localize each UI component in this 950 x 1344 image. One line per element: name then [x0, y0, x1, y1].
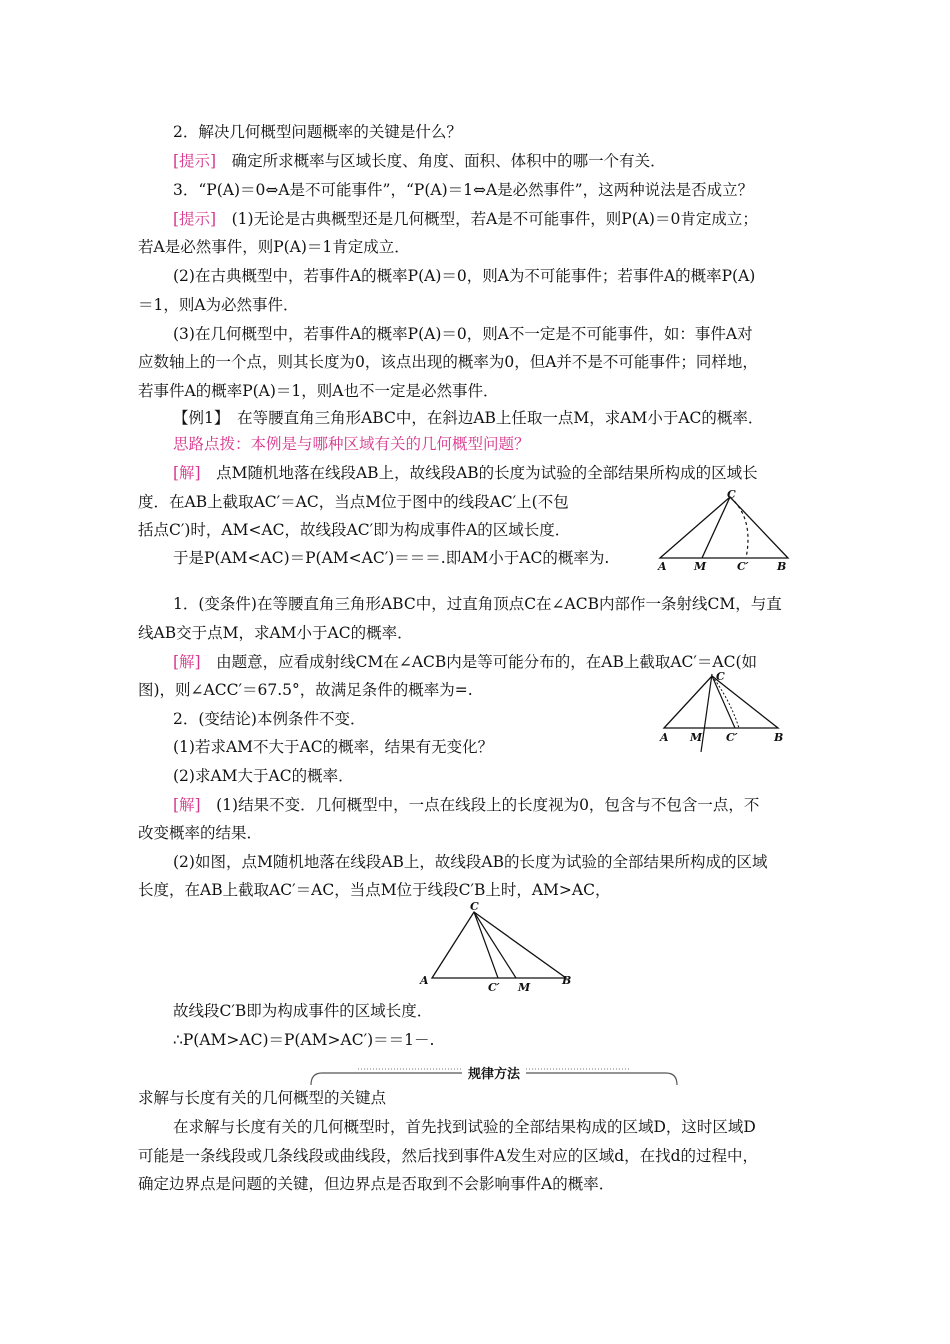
label-M: M	[694, 560, 707, 573]
label-A: A	[420, 974, 429, 987]
solution-text: (1)结果不变．几何概型中，一点在线段上的长度视为0，包含与不包含一点，不	[200, 796, 760, 814]
solution-tag: [解]	[173, 796, 201, 814]
l14: 度．在AB上截取AC′＝AC，当点M位于图中的线段AC′上(不包	[138, 493, 569, 511]
hint-tag: [提示]	[173, 210, 217, 228]
l18: 线AB交于点M，求AM小于AC的概率．	[138, 624, 413, 642]
label-M: M	[518, 981, 531, 994]
l5: 若A是必然事件，则P(A)＝1肯定成立．	[138, 238, 410, 256]
l33: 确定边界点是问题的关键，但边界点是否取到不会影响事件A的概率．	[138, 1175, 615, 1193]
l23: (2)求AM大于AC的概率．	[173, 767, 354, 785]
l9: 应数轴上的一个点，则其长度为0，该点出现的概率为0，但A并不是不可能事件；同样地，	[138, 353, 758, 371]
figure-1	[650, 488, 800, 574]
l27: 长度，在AB上截取AC′＝AC，当点M位于线段C′B上时，AM>AC，	[138, 881, 611, 899]
l21: 2．(变结论)本例条件不变．	[173, 710, 366, 728]
example-title: 【例1】 在等腰直角三角形ABC中，在斜边AB上任取一点M，求AM小于AC的概率．	[173, 409, 764, 427]
label-C: C	[470, 900, 479, 913]
label-C: C	[727, 488, 736, 501]
label-C-prime: C′	[726, 731, 738, 744]
solution-text: 点M随机地落在线段AB上，故线段AB的长度为试验的全部结果所构成的区域长	[200, 464, 758, 482]
hint-tag: [提示]	[173, 152, 217, 170]
l20: 图)，则∠ACC′＝67.5°，故满足条件的概率为=.	[138, 681, 473, 699]
label-C-prime: C′	[737, 560, 749, 573]
l31: 在求解与长度有关的几何概型时，首先找到试验的全部结果构成的区域D，这时区域D	[173, 1118, 756, 1136]
method-banner-label: 规律方法	[308, 1063, 680, 1082]
l16: 于是P(AM<AC)＝P(AM<AC′)＝＝＝.即AM小于AC的概率为.	[173, 549, 610, 567]
method-title: 求解与长度有关的几何概型的关键点	[138, 1089, 387, 1107]
hint-line-1	[173, 151, 863, 171]
thinking-hint: 思路点拨：本例是与哪种区域有关的几何概型问题？	[173, 435, 530, 453]
label-C-prime: C′	[488, 981, 500, 994]
label-A: A	[660, 731, 669, 744]
l25: 改变概率的结果．	[138, 824, 263, 842]
solution-tag: [解]	[173, 464, 201, 482]
hint-text: (1)无论是古典概型还是几何概型，若A是不可能事件，则P(A)＝0肯定成立；	[216, 210, 758, 228]
l1: 2．解决几何概型问题概率的关键是什么？	[173, 123, 462, 141]
hint-text: 确定所求概率与区域长度、角度、面积、体积中的哪一个有关．	[216, 152, 666, 170]
l17: 1．(变条件)在等腰直角三角形ABC中，过直角顶点C在∠ACB内部作一条射线CM，与直	[173, 595, 782, 613]
solution-tag: [解]	[173, 653, 201, 671]
l28: 故线段C′B即为构成事件的区域长度．	[173, 1002, 433, 1020]
l7: ＝1，则A为必然事件．	[138, 296, 299, 314]
figure-3	[412, 898, 582, 994]
label-B: B	[562, 974, 572, 987]
hint-line-2	[173, 209, 863, 229]
l32: 可能是一条线段或几条线段或曲线段，然后找到事件A发生对应的区域d，在找d的过程中，	[138, 1147, 759, 1165]
l26: (2)如图，点M随机地落在线段AB上，故线段AB的长度为试验的全部结果所构成的区域	[173, 853, 768, 871]
figure-2	[652, 668, 787, 756]
l6: (2)在古典概型中，若事件A的概率P(A)＝0，则A为不可能事件；若事件A的概率P(A)	[173, 267, 756, 285]
solution-text: 由题意，应看成射线CM在∠ACB内是等可能分布的，在AB上截取AC′＝AC(如	[200, 653, 758, 671]
solution-line-3	[173, 795, 863, 815]
l29: ∴P(AM>AC)＝P(AM>AC′)＝＝1－.	[173, 1031, 435, 1049]
method-banner	[308, 1063, 680, 1087]
label-M: M	[690, 731, 703, 744]
solution-line-1	[173, 463, 863, 483]
l15: 括点C′)时，AM<AC，故线段AC′即为构成事件A的区域长度．	[138, 521, 571, 539]
l10: 若事件A的概率P(A)＝1，则A也不一定是必然事件．	[138, 382, 499, 400]
label-A: A	[658, 560, 667, 573]
l22: (1)若求AM不大于AC的概率，结果有无变化？	[173, 738, 494, 756]
l8: (3)在几何概型中，若事件A的概率P(A)＝0，则A不一定是不可能事件，如：事件A对	[173, 325, 753, 343]
label-C: C	[716, 670, 725, 683]
label-B: B	[774, 731, 784, 744]
label-B: B	[777, 560, 787, 573]
l3: 3．“P(A)＝0⇔A是不可能事件”，“P(A)＝1⇔A是必然事件”，这两种说法是否成立？	[173, 181, 754, 199]
